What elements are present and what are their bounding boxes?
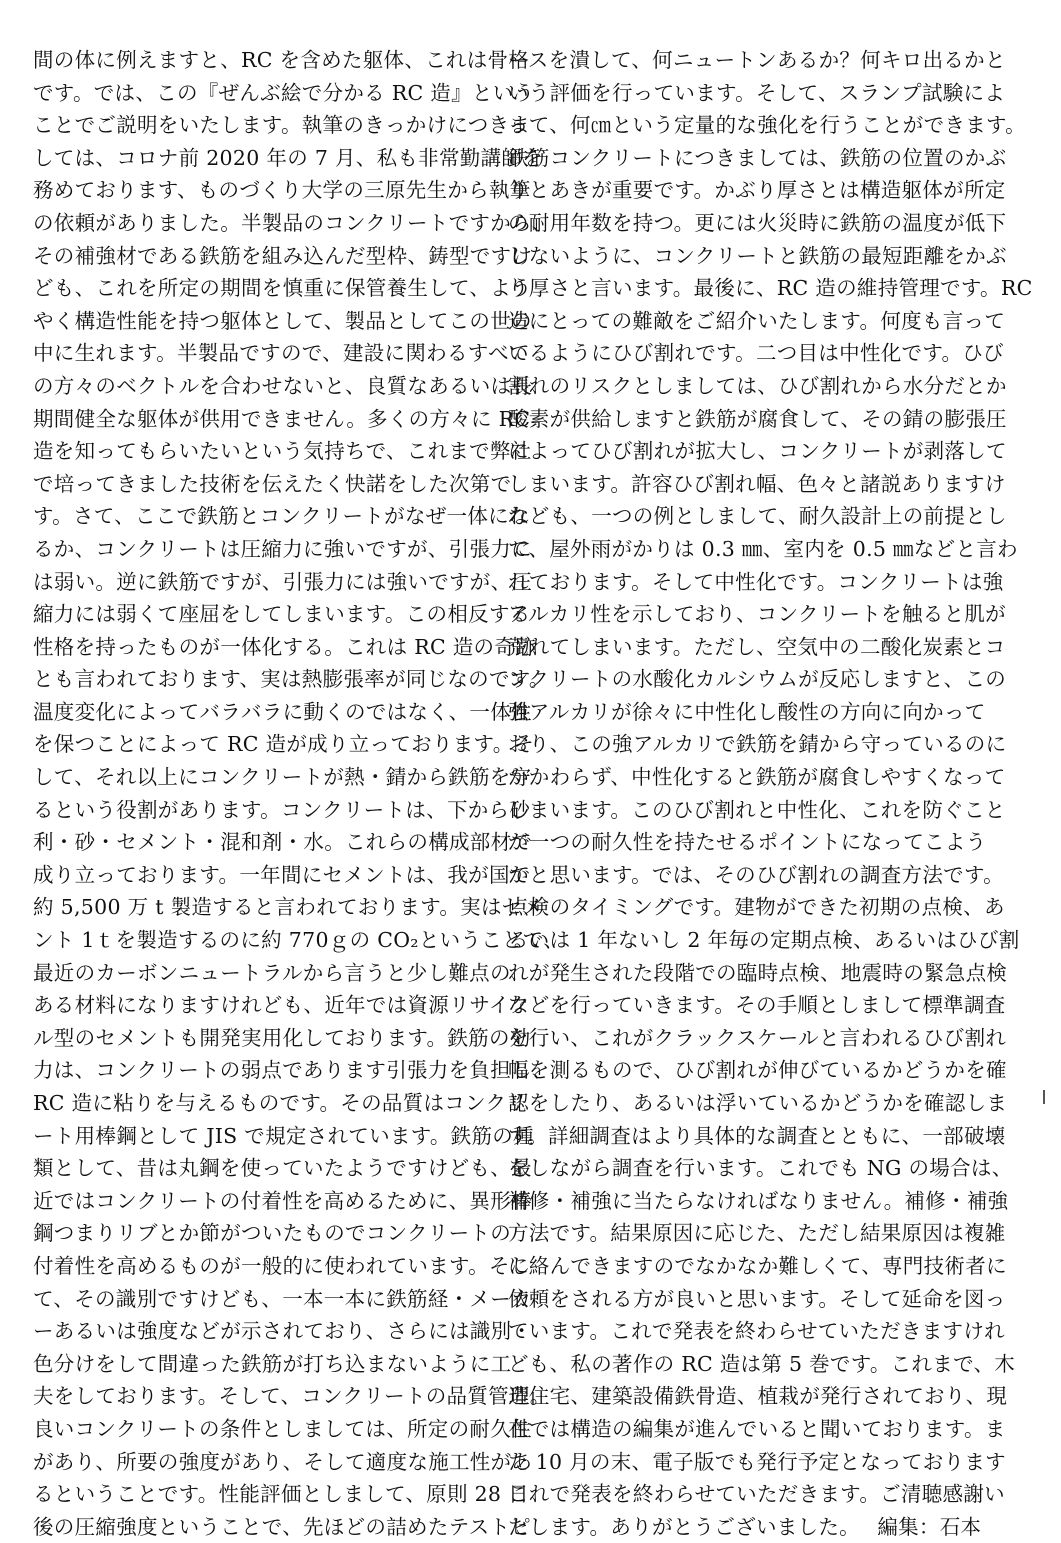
text-line: 近ではコンクリートの付着性を高めるために、異形棒 bbox=[33, 1188, 532, 1213]
right-text-column bbox=[508, 44, 1033, 1543]
text-line: 縮力には弱くて座屈をしてしまいます。この相反する bbox=[33, 602, 531, 627]
text-line: ある材料になりますけれども、近年では資源リサイク bbox=[33, 993, 530, 1018]
text-line: 成り立っております。一年間にセメントは、我が国で bbox=[33, 862, 531, 887]
text-line: 荒れてしまいます。ただし、空気中の二酸化炭素とコ bbox=[508, 634, 1006, 659]
text-line: の方々のベクトルを合わせないと、良質なあるいは長 bbox=[33, 373, 533, 398]
text-line: るということです。性能評価としまして、原則 28 日 bbox=[33, 1482, 529, 1507]
text-line: 夫をしております。そして、コンクリートの品質管理。 bbox=[33, 1384, 551, 1409]
text-line: をしながら調査を行います。これでも NG の場合は、 bbox=[508, 1156, 1013, 1181]
text-line: 後の圧縮強度ということで、先ほどの詰めたテストピ bbox=[33, 1514, 531, 1539]
text-line: これで発表を終わらせていただきます。ご清聴感謝い bbox=[508, 1482, 1005, 1507]
text-line: して、それ以上にコンクリートが熱・錆から鉄筋を守 bbox=[33, 765, 532, 790]
text-line: いるようにひび割れです。二つ目は中性化です。ひび bbox=[508, 341, 1004, 366]
text-line: 中に生れます。半製品ですので、建設に関わるすべて bbox=[33, 341, 530, 366]
text-line: って、何㎝という定量的な強化を行うことができます。 bbox=[508, 113, 1026, 138]
text-line: 認をしたり、あるいは浮いているかどうかを確認しま bbox=[508, 1091, 1008, 1115]
text-line: かと思います。では、そのひび割れの調査方法です。 bbox=[508, 862, 1004, 887]
text-line: 造住宅、建築設備鉄骨造、植栽が発行されており、現 bbox=[508, 1384, 1008, 1409]
text-line: の依頼がありました。半製品のコンクリートですから、 bbox=[33, 210, 553, 235]
text-line: 鋼つまりリブとか節がついたものでコンクリートの bbox=[33, 1221, 511, 1246]
text-line: ーあるいは強度などが示されており、さらには識別・ bbox=[33, 1319, 533, 1344]
text-line: かかわらず、中性化すると鉄筋が腐食しやすくなって bbox=[508, 765, 1006, 790]
text-line: ども、これを所定の期間を慎重に保管養生して、よう bbox=[33, 276, 532, 301]
text-line: れております。そして中性化です。コンクリートは強 bbox=[508, 569, 1004, 594]
text-line: 良いコンクリートの条件としましては、所定の耐久性 bbox=[33, 1416, 532, 1441]
text-line: は弱い。逆に鉄筋ですが、引張力には強いですが、圧 bbox=[33, 569, 533, 594]
text-line: に絡んできますのでなかなか難しくて、専門技術者に bbox=[508, 1253, 1007, 1278]
text-line: れども、一つの例としまして、耐久設計上の前提とし bbox=[508, 504, 1007, 529]
text-line: 点検のタイミングです。建物ができた初期の点検、あ bbox=[508, 895, 1005, 920]
text-line: たします。ありがとうございました。 編集：石本 bbox=[508, 1514, 982, 1539]
text-line: 幅を測るもので、ひび割れが伸びているかどうかを確 bbox=[508, 1058, 1007, 1083]
text-line: り厚さと言います。最後に、RC 造の維持管理です。RC bbox=[508, 276, 1033, 301]
text-line: た 10 月の末、電子版でも発行予定となっております bbox=[508, 1449, 1006, 1474]
text-line: て、その識別ですけども、一本一本に鉄筋経・メーカ bbox=[33, 1286, 532, 1311]
text-line: 務めております、ものづくり大学の三原先生から執筆 bbox=[33, 178, 531, 203]
left-text-column bbox=[33, 44, 565, 1543]
text-line: ンクリートの水酸化カルシウムが反応しますと、この bbox=[508, 667, 1007, 692]
text-line: ル型のセメントも開発実用化しております。鉄筋の効 bbox=[33, 1025, 531, 1050]
text-line: アルカリ性を示しており、コンクリートを触ると肌が bbox=[508, 602, 1006, 627]
text-line: ています。これで発表を終わらせていただきますけれ bbox=[508, 1319, 1005, 1344]
text-line: 鉄筋コンクリートにつきましては、鉄筋の位置のかぶ bbox=[508, 145, 1007, 170]
text-line: 期間健全な躯体が供用できません。多くの方々に RC bbox=[33, 406, 531, 431]
text-line: 色分けをして間違った鉄筋が打ち込まないように工 bbox=[33, 1351, 512, 1376]
text-line: 造にとっての難敵をご紹介いたします。何度も言って bbox=[508, 308, 1006, 333]
text-line: その補強材である鉄筋を組み込んだ型枠、鋳型ですけ bbox=[33, 243, 533, 268]
text-line: 酸素が供給しますと鉄筋が腐食して、その錆の膨張圧 bbox=[508, 406, 1007, 431]
text-line: りとあきが重要です。かぶり厚さとは構造躯体が所定 bbox=[508, 178, 1006, 203]
text-line: ことでご説明をいたします。執筆のきっかけにつきま bbox=[33, 113, 531, 138]
text-line: です。では、この『ぜんぶ絵で分かる RC 造』という bbox=[33, 80, 535, 105]
text-line: ども、私の著作の RC 造は第 5 巻です。これまで、木 bbox=[508, 1351, 1016, 1376]
text-line: によってひび割れが拡大し、コンクリートが剥落して bbox=[508, 439, 1007, 464]
text-line: の耐用年数を持つ。更には火災時に鉄筋の温度が低下 bbox=[508, 210, 1007, 235]
text-line: ート用棒鋼として JIS で規定されています。鉄筋の種 bbox=[33, 1123, 534, 1148]
text-line: があり、所要の強度があり、そして適度な施工性があ bbox=[33, 1449, 533, 1474]
text-line: 類として、昔は丸鋼を使っていたようですけども、最 bbox=[33, 1156, 532, 1181]
text-line: れが発生された段階での臨時点検、地震時の緊急点検 bbox=[508, 960, 1008, 985]
text-line: が一つの耐久性を持たせるポイントになってこよう bbox=[508, 830, 987, 855]
text-line: とも言われております、実は熱膨張率が同じなのです。 bbox=[33, 667, 550, 692]
text-line: て、屋外雨がかりは 0.3 ㎜、室内を 0.5 ㎜などと言わ bbox=[508, 536, 1018, 561]
text-line: しては、コロナ前 2020 年の 7 月、私も非常勤講師を bbox=[33, 145, 543, 170]
text-line: 強アルカリが徐々に中性化し酸性の方向に向かって bbox=[508, 699, 986, 724]
text-line: RC 造に粘りを与えるものです。その品質はコンクリ bbox=[33, 1091, 528, 1115]
text-line: 割れのリスクとしましては、ひび割れから水分だとか bbox=[508, 373, 1007, 398]
text-line: るという役割があります。コンクリートは、下から砂 bbox=[33, 797, 531, 822]
text-line: おり、この強アルカリで鉄筋を錆から守っているのに bbox=[508, 732, 1007, 757]
text-line: るか、コンクリートは圧縮力に強いですが、引張力に bbox=[33, 536, 532, 561]
text-line: 補修・補強に当たらなければなりません。補修・補強 bbox=[508, 1188, 1009, 1213]
text-line: 性格を持ったものが一体化する。これは RC 造の奇跡 bbox=[33, 634, 536, 659]
text-line: 造を知ってもらいたいという気持ちで、これまで弊社 bbox=[33, 439, 532, 464]
text-line: やく構造性能を持つ躯体として、製品としてこの世の bbox=[33, 308, 532, 333]
text-line: ースを潰して、何ニュートンあるか？何キロ出るかと bbox=[508, 48, 1006, 72]
text-line: 約 5,500 万 t 製造すると言われております。実はセメ bbox=[33, 895, 544, 920]
text-line: しまいます。このひび割れと中性化、これを防ぐこと bbox=[508, 797, 1006, 822]
text-line: す。詳細調査はより具体的な調査とともに、一部破壊 bbox=[508, 1123, 1006, 1148]
text-line: 最近のカーボンニュートラルから言うと少し難点の bbox=[33, 960, 511, 985]
text-line: 温度変化によってバラバラに動くのではなく、一体性 bbox=[33, 699, 532, 724]
text-line: しないように、コンクリートと鉄筋の最短距離をかぶ bbox=[508, 243, 1007, 268]
text-line: を保つことによって RC 造が成り立っております。そ bbox=[33, 732, 535, 757]
text-line: 方法です。結果原因に応じた、ただし結果原因は複雑 bbox=[508, 1221, 1006, 1246]
text-line: 間の体に例えますと、RC を含めた躯体、これは骨格 bbox=[33, 48, 530, 72]
text-line: す。さて、ここで鉄筋とコンクリートがなぜ一体にな bbox=[33, 504, 530, 529]
text-line: 利・砂・セメント・混和剤・水。これらの構成部材で bbox=[33, 830, 533, 855]
text-line: 在では構造の編集が進んでいると聞いております。ま bbox=[508, 1416, 1006, 1441]
text-line: 付着性を高めるものが一般的に使われています。そし bbox=[33, 1253, 531, 1278]
text-line: 依頼をされる方が良いと思います。そして延命を図っ bbox=[508, 1286, 1006, 1311]
text-line: ント 1ｔを製造するのに約 770ｇの CO₂ということで、 bbox=[33, 928, 565, 953]
text-line: しまいます。許容ひび割れ幅、色々と諸説ありますけ bbox=[508, 471, 1006, 496]
margin-mark bbox=[1043, 1090, 1045, 1104]
text-line: で培ってきました技術を伝えたく快諾をした次第で bbox=[33, 471, 512, 496]
text-line: などを行っていきます。その手順としまして標準調査 bbox=[508, 993, 1006, 1018]
text-line: るいは 1 年ないし 2 年毎の定期点検、あるいはひび割 bbox=[508, 928, 1020, 953]
text-line: いう評価を行っています。そして、スランプ試験によ bbox=[508, 80, 1006, 105]
text-line: 力は、コンクリートの弱点であります引張力を負担し、 bbox=[33, 1058, 553, 1083]
text-line: を行い、これがクラックスケールと言われるひび割れ bbox=[508, 1025, 1007, 1050]
